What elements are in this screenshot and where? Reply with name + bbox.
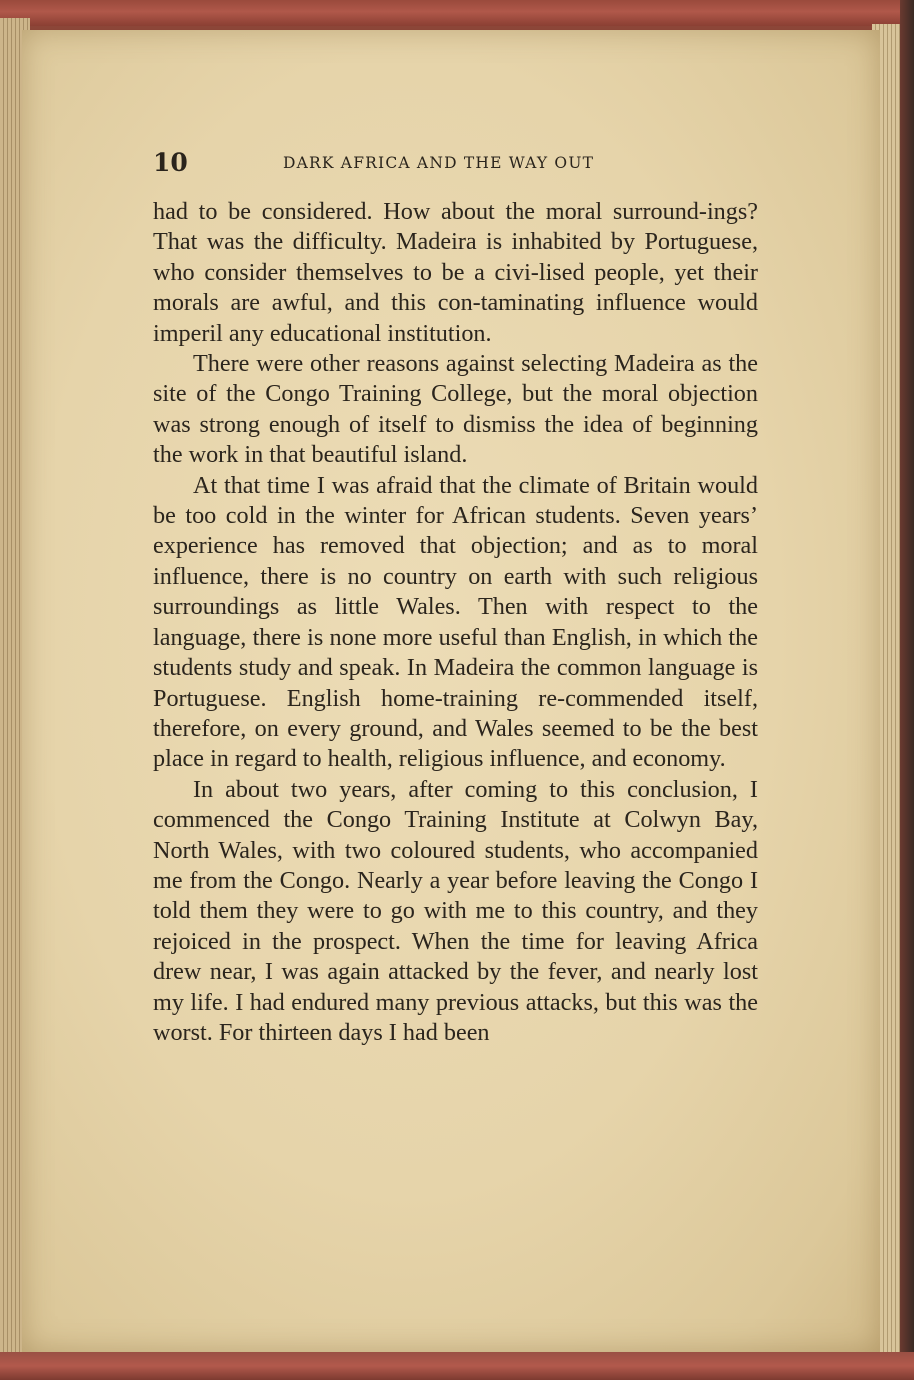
- cover-edge-bottom: [0, 1352, 914, 1380]
- paragraph: There were other reasons against selecting Madeira as the site of the Congo Training College, but the moral objection was strong enough of itself to dismiss the idea of beginning the work in that beautiful island.: [153, 350, 758, 469]
- page-number: 10: [153, 148, 188, 177]
- paragraph: In about two years, after coming to this conclusion, I commenced the Congo Training Institute at Colwyn Bay, North Wales, with two coloured students, who accompanied me from the Congo. Nearly a year before leaving the Congo I told them they were to go with me to this country, and they rejoiced in the prospect. When the time for leaving Africa drew near, I was again attacked by the fever, and nearly lost my life. I had endured many previous attacks, but this was the worst. For thirteen days I had been: [153, 775, 758, 1046]
- paragraph: had to be considered. How about the moral surround-ings? That was the difficulty. Madeira is inhabited by Portuguese, who consider themselves to be a civi-lised people, yet their morals are awful, and this con-taminating influence would imperil any educational institution.: [153, 198, 758, 347]
- running-head: DARK AFRICA AND THE WAY OUT: [283, 154, 595, 172]
- cover-edge-top: [0, 0, 914, 26]
- cover-edge-right: [900, 0, 914, 1380]
- page-header: [153, 143, 758, 183]
- body-text: [153, 197, 758, 1048]
- paragraph: At that time I was afraid that the climate of Britain would be too cold in the winter for African students. Seven years’ experience has removed that objection; and as to moral influence, there is no country on earth with such religious surroundings as little Wales. Then with respect to the language, there is none more useful than English, in which the students study and speak. In Madeira the common language is Portuguese. English home-training re-commended itself, therefore, on every ground, and Wales seemed to be the best place in regard to health, religious influence, and economy.: [153, 471, 758, 773]
